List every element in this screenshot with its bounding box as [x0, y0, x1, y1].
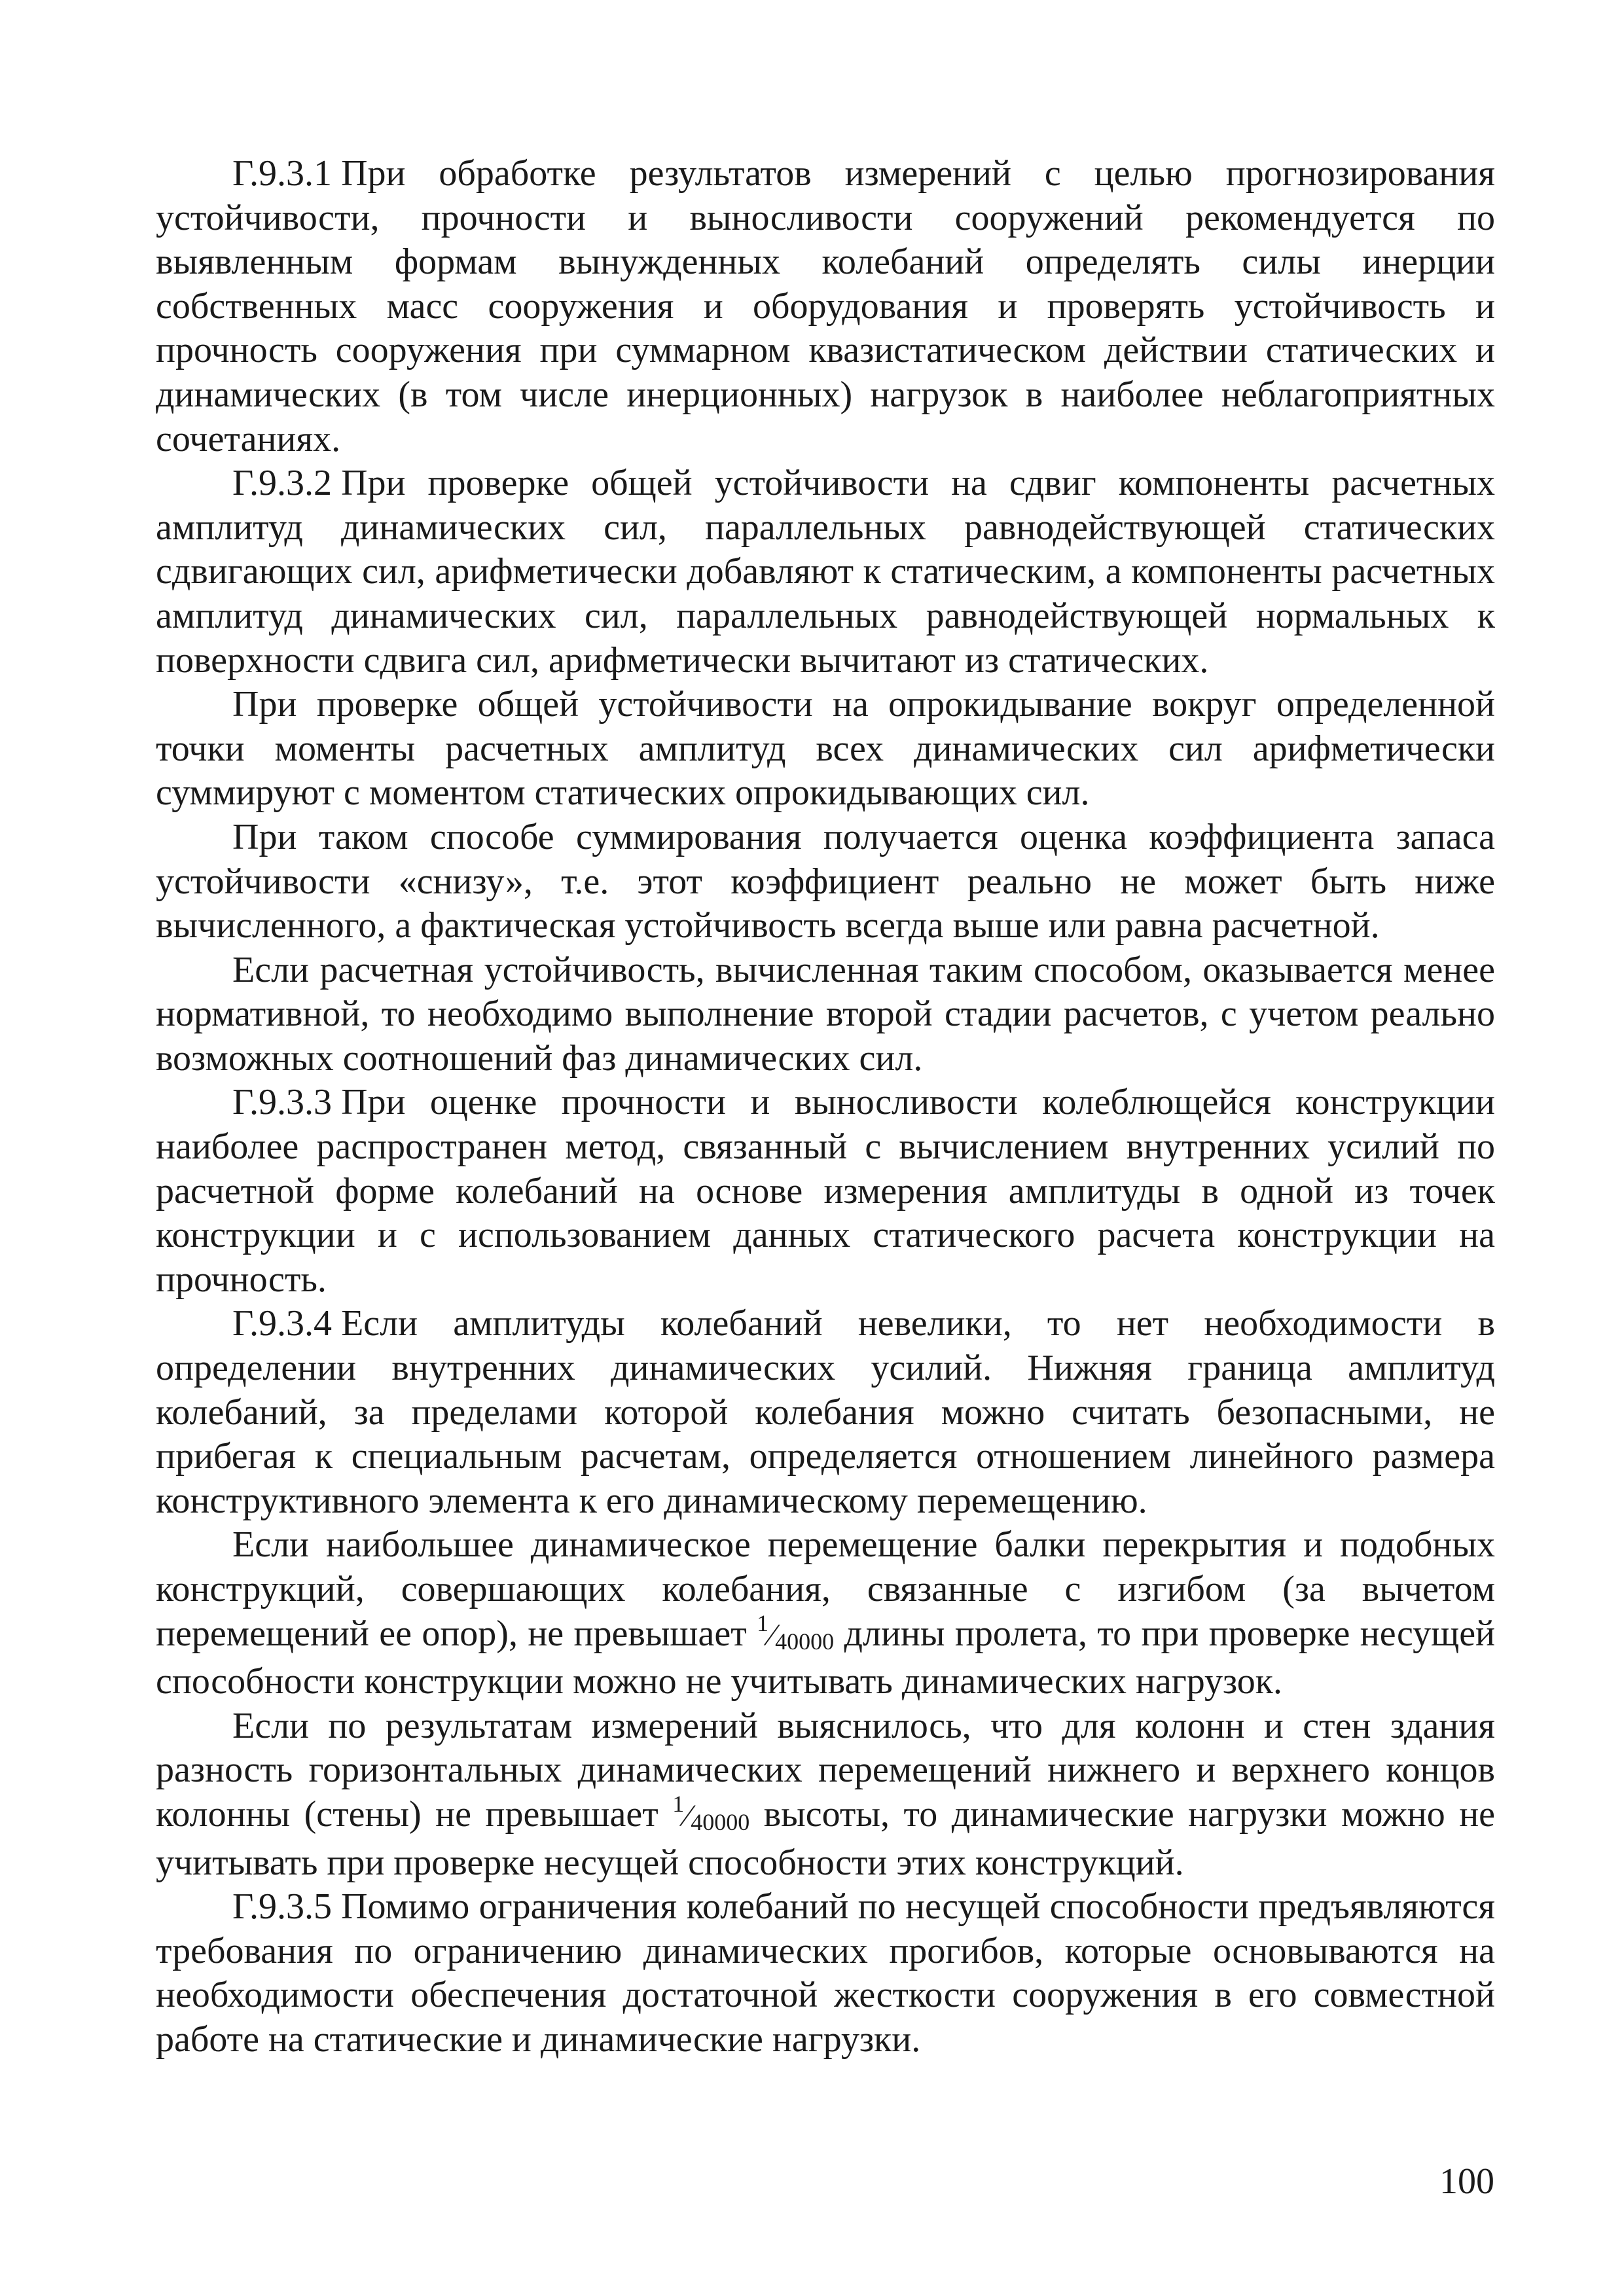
- paragraph-g-9-3-3: [156, 1081, 1495, 1302]
- fraction-denominator: 40000: [691, 1808, 750, 1835]
- fraction-numerator: 1: [672, 1790, 685, 1817]
- fraction: [757, 1609, 835, 1655]
- paragraph-text: Если амплитуды колебаний невелики, то нет необходимости в определении внутренних динамических усилий. Нижняя граница амплитуд колебаний, за пределами которой колебания можно считать безопасными, не прибегая к специальным расчетам, определяется отношением линейного размера конструктивного элемента к его динамическому перемещению.: [156, 1303, 1495, 1521]
- paragraph-text: При таком способе суммирования получается оценка коэффициента запаса устойчивости «снизу», т.е. этот коэффициент реально не может быть ниже вычисленного, а фактическая устойчивость всегда выше или равна расчетной.: [156, 816, 1495, 946]
- clause-number: Г.9.3.2: [232, 463, 333, 504]
- paragraph-text-after: высоты, то динамические нагрузки можно не учитывать при проверке несущей способности этих конструкций.: [156, 1793, 1496, 1883]
- clause-number: Г.9.3.4: [232, 1303, 333, 1344]
- fraction: [672, 1790, 750, 1835]
- paragraph-text: При проверке общей устойчивости на опрокидывание вокруг определенной точки моменты расчетных амплитуд всех динамических сил арифметически суммируют с моментом статических опрокидывающих сил.: [156, 684, 1495, 814]
- clause-number: Г.9.3.3: [232, 1082, 333, 1123]
- paragraph-g-9-3-2: [156, 461, 1495, 683]
- fraction-denominator: 40000: [775, 1628, 835, 1655]
- paragraph-text: Если расчетная устойчивость, вычисленная таким способом, оказывается менее нормативной, то необходимо выполнение второй стадии расчетов, с учетом реально возможных соотношений фаз динамических сил.: [156, 949, 1495, 1079]
- paragraph-overturning-check: [156, 683, 1495, 816]
- page-number: 100: [1439, 2161, 1494, 2202]
- fraction-slash: ⁄: [685, 1798, 691, 1833]
- paragraph-second-stage: [156, 948, 1495, 1081]
- clause-number: Г.9.3.5: [232, 1886, 333, 1928]
- fraction-slash: ⁄: [769, 1617, 775, 1653]
- paragraph-text: При обработке результатов измерений с целью прогнозирования устойчивости, прочности и выносливости сооружений рекомендуется по выявленным формам вынужденных колебаний определять силы инерции собственных масс сооружения и оборудования и проверять устойчивость и прочность сооружения при суммарном квазистатическом действии статических и динамических (в том числе инерционных) нагрузок в наиболее неблагоприятных сочетаниях.: [156, 153, 1495, 459]
- paragraph-beam-displacement: [156, 1523, 1495, 1704]
- body-text: [156, 152, 1495, 2062]
- clause-number: Г.9.3.1: [232, 153, 333, 194]
- paragraph-summation-method: [156, 816, 1495, 948]
- paragraph-g-9-3-4: [156, 1302, 1495, 1523]
- paragraph-text-after: длины пролета, то при проверке несущей способности конструкции можно не учитывать динамических нагрузок.: [156, 1613, 1496, 1702]
- paragraph-g-9-3-5: [156, 1885, 1495, 2062]
- fraction-numerator: 1: [757, 1609, 769, 1636]
- paragraph-g-9-3-1: [156, 152, 1495, 461]
- paragraph-text-before: Если наибольшее динамическое перемещение балки перекрытия и подобных конструкций, совершающих колебания, связанные с изгибом (за вычетом перемещений ее опор), не превышает: [156, 1524, 1495, 1654]
- paragraph-text: При проверке общей устойчивости на сдвиг компоненты расчетных амплитуд динамических сил, параллельных равнодействующей статических сдвигающих сил, арифметически добавляют к статическим, а компоненты расчетных амплитуд динамических сил, параллельных равнодействующей нормальных к поверхности сдвига сил, арифметически вычитают из статических.: [156, 463, 1495, 681]
- paragraph-text-before: Если по результатам измерений выяснилось, что для колонн и стен здания разность горизонтальных динамических перемещений нижнего и верхнего концов колонны (стены) не превышает: [156, 1705, 1495, 1835]
- paragraph-text: Помимо ограничения колебаний по несущей способности предъявляются требования по ограничению динамических прогибов, которые основываются на необходимости обеспечения достаточной жесткости сооружения в его совместной работе на статические и динамические нагрузки.: [156, 1886, 1495, 2060]
- paragraph-text: При оценке прочности и выносливости колеблющейся конструкции наиболее распространен метод, связанный с вычислением внутренних усилий по расчетной форме колебаний на основе измерения амплитуды в одной из точек конструкции и с использованием данных статического расчета конструкции на прочность.: [156, 1082, 1495, 1300]
- paragraph-column-displacement: [156, 1704, 1495, 1885]
